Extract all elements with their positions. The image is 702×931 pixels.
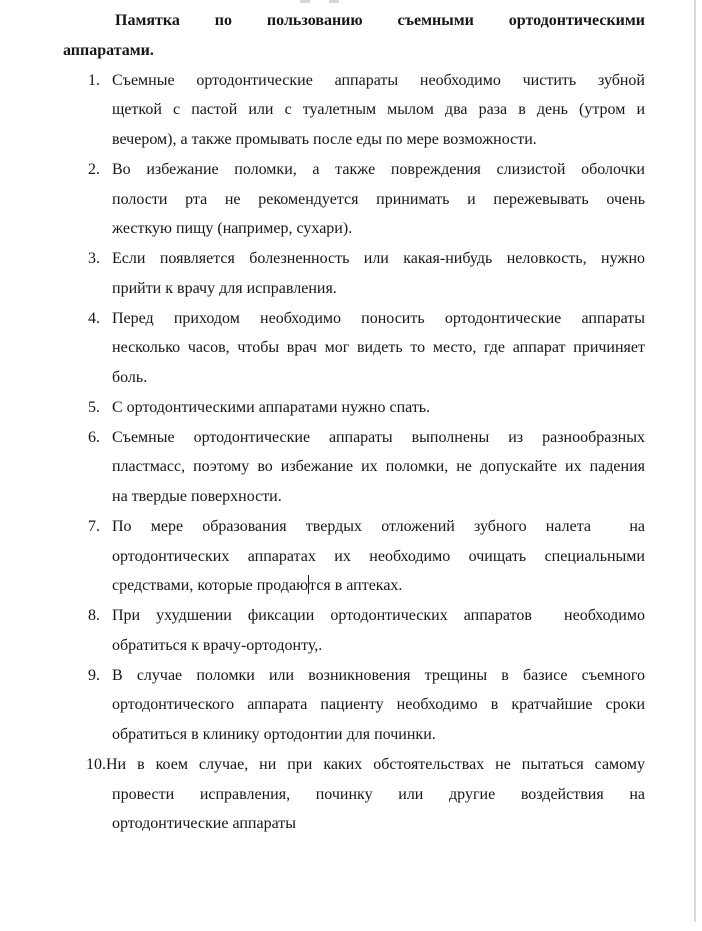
text-line: В случае поломки или возникновения трещины в базисе съемного	[112, 666, 645, 684]
text-line: Съемные ортодонтические аппараты необходимо чистить зубной	[112, 71, 645, 89]
text-line: несколько часов, чтобы врач мог видеть то место, где аппарат причиняет	[112, 339, 645, 357]
list-item	[63, 750, 645, 839]
list-item	[63, 423, 645, 512]
text-line: С ортодонтическими аппаратами нужно спать.	[112, 398, 431, 416]
list-item-number: 5.	[88, 398, 100, 416]
list-item	[63, 512, 645, 601]
list-item	[63, 393, 645, 423]
list-item-number: 1.	[88, 71, 100, 89]
top-crop-artifact	[300, 0, 310, 3]
text-line: ортодонтические аппараты	[112, 815, 296, 833]
list-item	[63, 155, 645, 244]
page-edge-line	[694, 0, 696, 922]
list-item	[63, 601, 645, 661]
list-item-number: 9.	[88, 666, 100, 684]
text-line: полости рта не рекомендуется принимать и пережевывать очень	[112, 190, 645, 208]
text-line: обратиться в клинику ортодонтии для починки.	[112, 726, 436, 743]
text-line: Во избежание поломки, а также повреждения слизистой оболочки	[112, 160, 645, 178]
text-line: средствами, которые продаются в аптеках.	[112, 577, 403, 595]
text-line: боль.	[112, 369, 148, 386]
text-line: прийти к врачу для исправления.	[112, 279, 337, 297]
text-line: на твердые поверхности.	[112, 488, 282, 505]
text-line: Если появляется болезненность или какая-нибудь неловкость, нужно	[112, 250, 645, 267]
text-line: ортодонтического аппарата пациенту необходимо в кратчайшие сроки	[112, 696, 645, 714]
text-line: щеткой с пастой или с туалетным мылом два раза в день (утром и	[112, 101, 645, 119]
text-line: Перед приходом необходимо поносить ортодонтические аппараты	[112, 309, 645, 327]
memo-title-line1: Памятка по пользованию съемными ортодонтическими	[115, 12, 645, 29]
list-item	[63, 244, 645, 304]
text-line: Съемные ортодонтические аппараты выполнены из разнообразных	[112, 428, 645, 446]
memo-title-line2: аппаратами.	[63, 41, 154, 59]
text-line: обратиться к врачу-ортодонту,.	[112, 636, 323, 654]
list-item-number: 2.	[88, 160, 100, 178]
list-item-number: 3.	[88, 250, 100, 267]
list-item-number: 7.	[88, 517, 100, 535]
text-line: провести исправления, починку или другие воздействия на	[112, 785, 645, 803]
list-item-number: 10.	[86, 755, 106, 773]
list-item-number: 8.	[88, 607, 100, 624]
text-line: По мере образования твердых отложений зубного налета на	[112, 517, 645, 535]
text-line: При ухудшении фиксации ортодонтических аппаратов необходимо	[112, 607, 645, 624]
text-line: ортодонтических аппаратах их необходимо очищать специальными	[112, 547, 645, 565]
text-line: 10.Ни в коем случае, ни при каких обстоятельствах не пытаться самому	[86, 755, 645, 773]
text-line: жесткую пищу (например, сухари).	[112, 220, 353, 238]
list-item	[63, 66, 645, 155]
list-item-number: 6.	[88, 428, 100, 446]
memo-list	[63, 66, 645, 840]
list-item	[63, 661, 645, 750]
text-line: пластмасс, поэтому во избежание их поломки, не допускайте их падения	[112, 458, 645, 476]
top-crop-artifact	[329, 0, 339, 3]
text-cursor	[308, 575, 309, 594]
list-item-number: 4.	[88, 309, 100, 327]
text-line: вечером), а также промывать после еды по мере возможности.	[112, 131, 537, 148]
list-item	[63, 304, 645, 393]
document-text-area[interactable]	[63, 6, 645, 839]
